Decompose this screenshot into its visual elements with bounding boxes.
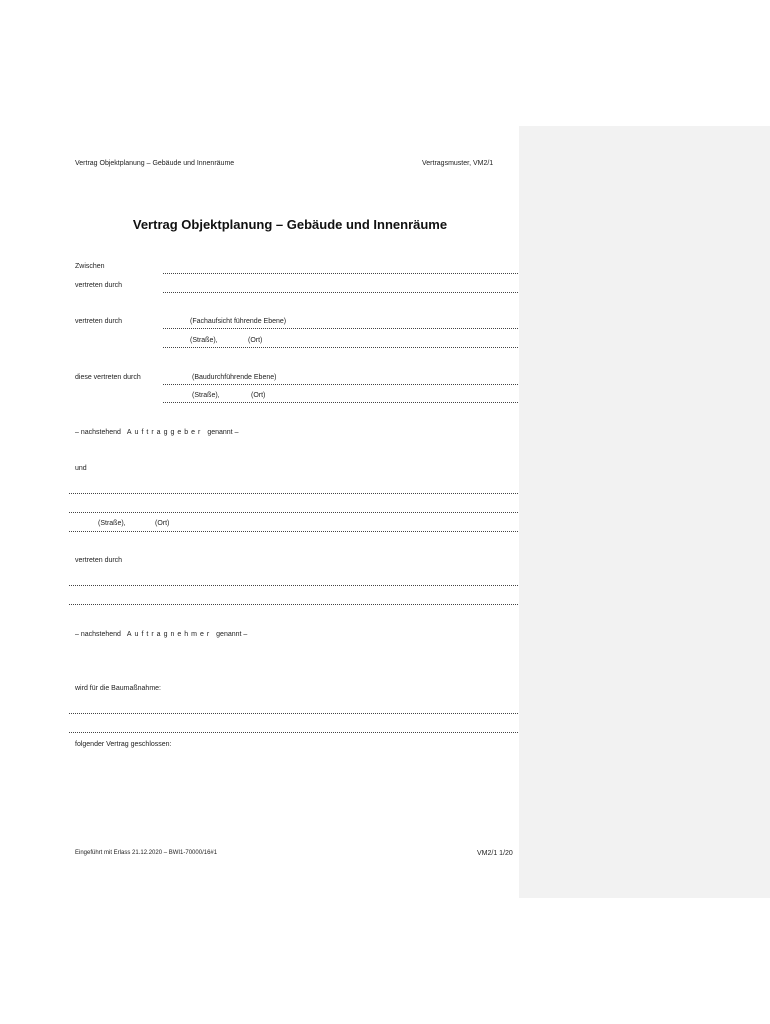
clause-suffix: genannt – bbox=[216, 631, 248, 638]
label-vertreten-durch-2: vertreten durch bbox=[75, 318, 123, 325]
clause-prefix: – nachstehend bbox=[75, 429, 121, 436]
label-strasse-1: (Straße), bbox=[190, 337, 218, 344]
auftraggeber-clause bbox=[75, 428, 238, 437]
footer-right: VM2/1 1/20 bbox=[477, 850, 513, 857]
label-baumassnahme: wird für die Baumaßnahme: bbox=[75, 685, 161, 692]
label-fachaufsicht: (Fachaufsicht führende Ebene) bbox=[190, 318, 287, 325]
label-ort-1: (Ort) bbox=[248, 337, 263, 344]
fill-line[interactable] bbox=[69, 732, 518, 733]
clause-suffix: genannt – bbox=[207, 429, 239, 436]
auftragnehmer-clause bbox=[75, 630, 247, 639]
footer-left: Eingeführt mit Erlass 21.12.2020 – BWI1-70000/16#1 bbox=[75, 850, 218, 856]
label-ort-3: (Ort) bbox=[155, 520, 170, 527]
fill-line[interactable] bbox=[69, 585, 518, 586]
label-ort-2: (Ort) bbox=[251, 392, 266, 399]
fill-line[interactable] bbox=[69, 493, 518, 494]
label-und: und bbox=[75, 465, 87, 472]
clause-prefix: – nachstehend bbox=[75, 631, 121, 638]
header-left: Vertrag Objektplanung – Gebäude und Innenräume bbox=[75, 160, 235, 167]
label-diese-vertreten: diese vertreten durch bbox=[75, 374, 141, 381]
auftraggeber-word: Auftraggeber bbox=[126, 429, 204, 436]
label-vertreten-durch-1: vertreten durch bbox=[75, 282, 123, 289]
fill-line[interactable] bbox=[163, 273, 518, 274]
label-strasse-3: (Straße), bbox=[98, 520, 126, 527]
fill-line[interactable] bbox=[163, 384, 518, 385]
document-title: Vertrag Objektplanung – Gebäude und Innenräume bbox=[132, 217, 448, 232]
fill-line[interactable] bbox=[69, 531, 518, 532]
fill-line[interactable] bbox=[163, 292, 518, 293]
auftragnehmer-word: Auftragnehmer bbox=[126, 631, 213, 638]
fill-line[interactable] bbox=[163, 402, 518, 403]
fill-line[interactable] bbox=[163, 328, 518, 329]
header-right: Vertragsmuster, VM2/1 bbox=[422, 160, 494, 167]
fill-line[interactable] bbox=[69, 604, 518, 605]
label-zwischen: Zwischen bbox=[75, 263, 105, 270]
label-vertreten-durch-3: vertreten durch bbox=[75, 557, 123, 564]
fill-line[interactable] bbox=[163, 347, 518, 348]
label-geschlossen: folgender Vertrag geschlossen: bbox=[75, 741, 172, 748]
fill-line[interactable] bbox=[69, 713, 518, 714]
label-strasse-2: (Straße), bbox=[192, 392, 220, 399]
label-baudurchfuehrend: (Baudurchführende Ebene) bbox=[192, 374, 277, 381]
fill-line[interactable] bbox=[69, 512, 518, 513]
